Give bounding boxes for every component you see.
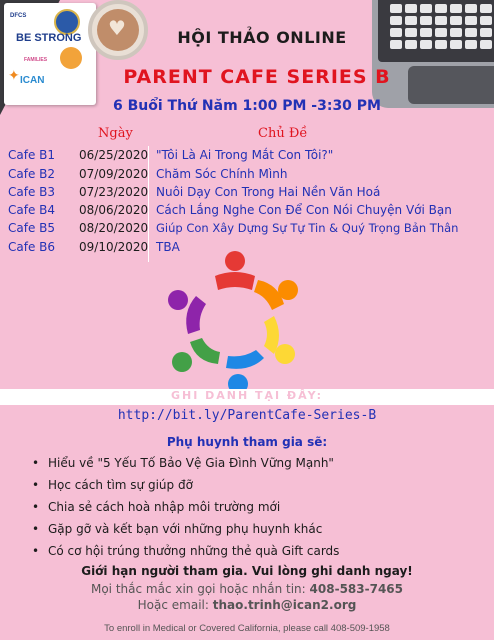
session-date: 06/25/2020 xyxy=(79,148,149,162)
contact-phone-line xyxy=(0,582,494,596)
table-row xyxy=(0,203,494,222)
latte-heart-icon: ♥ xyxy=(108,16,126,40)
session-date: 08/06/2020 xyxy=(79,203,149,217)
session-name: Cafe B2 xyxy=(8,167,56,181)
session-name: Cafe B1 xyxy=(8,148,56,162)
keyboard-key xyxy=(480,16,492,25)
registration-link[interactable]: http://bit.ly/ParentCafe-Series-B xyxy=(117,408,377,423)
session-topic: Cách Lắng Nghe Con Để Con Nói Chuyện Với Bạn xyxy=(156,203,452,217)
keyboard-key xyxy=(450,4,462,13)
keyboard-key xyxy=(390,16,402,25)
be-strong-logo: BE STRONG xyxy=(16,32,82,44)
schedule-subtitle: 6 Buổi Thứ Năm 1:00 PM -3:30 PM xyxy=(113,98,381,114)
bullet-icon: • xyxy=(32,544,40,558)
table-row xyxy=(0,221,494,240)
keyboard-key xyxy=(450,16,462,25)
families-logo-text: FAMILIES xyxy=(24,57,48,63)
session-name: Cafe B4 xyxy=(8,203,56,217)
session-name: Cafe B6 xyxy=(8,240,56,254)
benefits-title: Phụ huynh tham gia sẽ: xyxy=(166,435,328,449)
list-item: • Hiểu về "5 Yếu Tố Bảo Vệ Gia Đình Vững Mạnh" xyxy=(32,456,334,470)
session-date: 09/10/2020 xyxy=(79,240,149,254)
benefits-list xyxy=(32,454,339,564)
keyboard-key xyxy=(465,4,477,13)
partner-logos xyxy=(4,3,96,105)
registration-label: GHI DANH TẠI ĐÂY: xyxy=(170,389,324,402)
contact-email[interactable]: thao.trinh@ican2.org xyxy=(212,598,357,612)
session-topic: Giúp Con Xây Dựng Sự Tự Tin & Quý Trọng Bản Thân xyxy=(156,221,459,235)
bullet-icon: • xyxy=(32,456,40,470)
contact-email-line xyxy=(0,598,494,612)
list-item: • Chia sẻ cách hoà nhập môi trường mới xyxy=(32,500,281,514)
contact-text-prefix: Mọi thắc mắc xin gọi hoặc nhắn tin: xyxy=(90,582,306,596)
session-name: Cafe B3 xyxy=(8,185,56,199)
keyboard-key xyxy=(465,16,477,25)
bullet-icon: • xyxy=(32,522,40,536)
list-item: • Học cách tìm sự giúp đỡ xyxy=(32,478,193,492)
session-date: 07/23/2020 xyxy=(79,185,149,199)
keyboard-key xyxy=(420,16,432,25)
footer-note: To enroll in Medical or Covered California, please call 408-509-1958 xyxy=(104,623,390,634)
session-topic: "Tôi Là Ai Trong Mắt Con Tôi?" xyxy=(156,148,334,162)
session-topic: Chăm Sóc Chính Mình xyxy=(156,167,288,181)
event-type-heading: HỘI THẢO ONLINE xyxy=(177,28,347,47)
family-figure-icon: ✦ xyxy=(8,67,20,83)
table-row xyxy=(0,185,494,204)
table-row xyxy=(0,148,494,167)
bullet-icon: • xyxy=(32,500,40,514)
keyboard-key xyxy=(390,4,402,13)
topic-column-header: Chủ Đề xyxy=(258,126,308,141)
contact-phone[interactable]: 408-583-7465 xyxy=(309,582,404,596)
keyboard-key xyxy=(420,4,432,13)
ican-logo: ICAN xyxy=(20,75,45,86)
list-item: • Có cơ hội trúng thưởng những thẻ quà Gift cards xyxy=(32,544,340,558)
contact-email-prefix: Hoặc email: xyxy=(137,598,209,612)
puzzle-people-circle-image xyxy=(160,246,310,396)
keyboard-key xyxy=(435,16,447,25)
keyboard-key xyxy=(480,4,492,13)
session-date: 08/20/2020 xyxy=(79,221,149,235)
session-topic: TBA xyxy=(156,240,180,254)
session-name: Cafe B5 xyxy=(8,221,56,235)
series-title: PARENT CAFE SERIES B xyxy=(123,66,391,88)
bullet-icon: • xyxy=(32,478,40,492)
session-topic: Nuôi Dạy Con Trong Hai Nền Văn Hoá xyxy=(156,185,381,199)
session-date: 07/09/2020 xyxy=(79,167,149,181)
keyboard-key xyxy=(435,4,447,13)
keyboard-key xyxy=(405,4,417,13)
dfcs-logo: DFCS xyxy=(10,13,27,19)
list-item: • Gặp gỡ và kết bạn với những phụ huynh khác xyxy=(32,522,323,536)
table-row xyxy=(0,167,494,186)
date-column-header: Ngày xyxy=(98,126,133,141)
participation-limit-note: Giới hạn người tham gia. Vui lòng ghi danh ngay! xyxy=(81,564,413,578)
keyboard-key xyxy=(405,16,417,25)
